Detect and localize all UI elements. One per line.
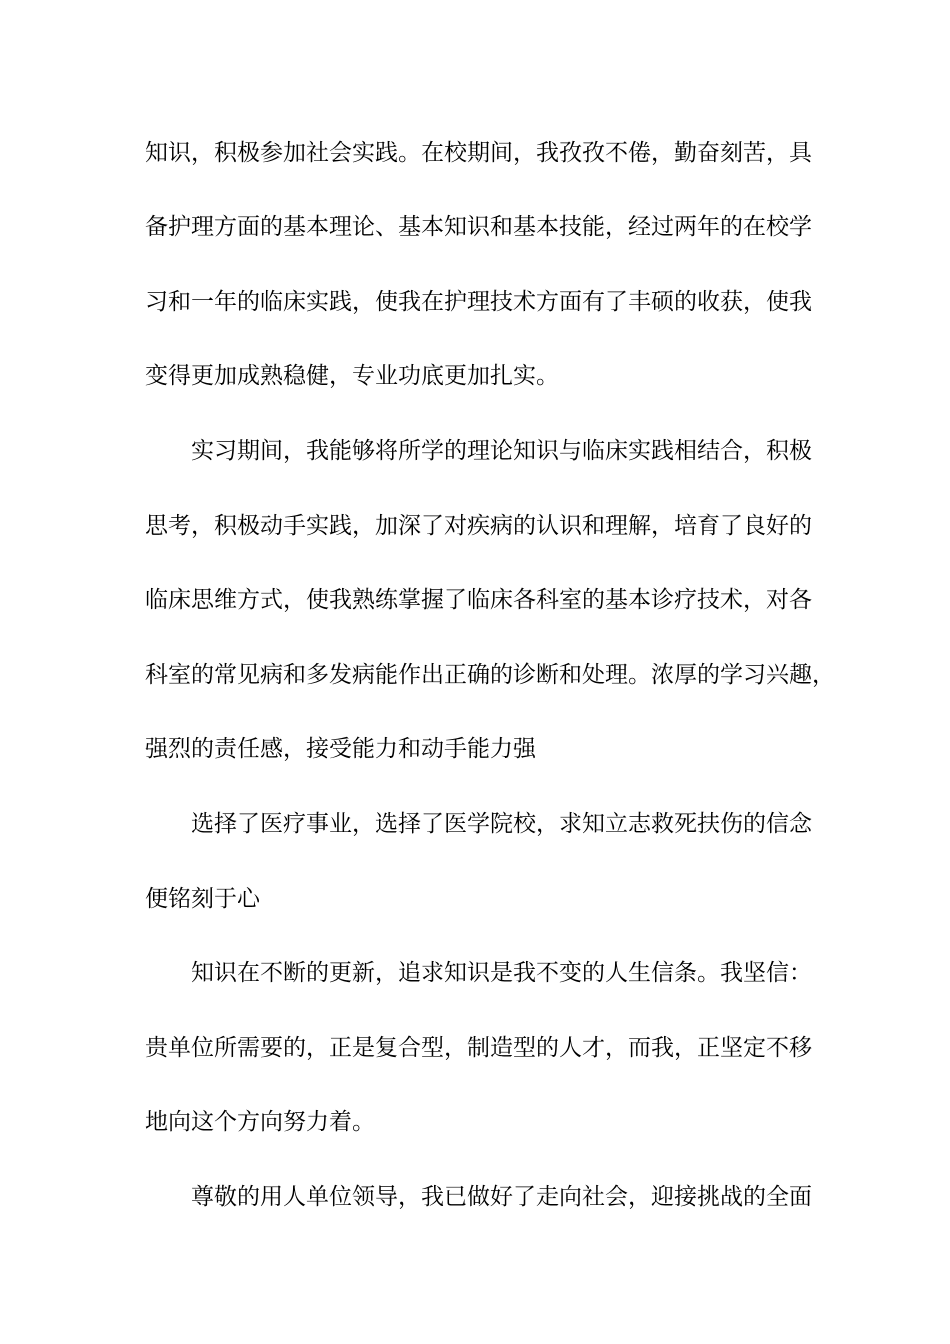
text-line: 习和一年的临床实践，使我在护理技术方面有了丰硕的收获，使我 (145, 289, 812, 315)
text-line: 便铭刻于心 (145, 886, 260, 912)
text-line: 贵单位所需要的，正是复合型，制造型的人才，而我，正坚定不移 (145, 1035, 812, 1061)
paragraph-first-line: 尊敬的用人单位领导，我已做好了走向社会，迎接挑战的全面 (191, 1184, 812, 1210)
paragraph-first-line: 实习期间，我能够将所学的理论知识与临床实践相结合，积极 (191, 438, 812, 464)
paragraph-first-line: 选择了医疗事业，选择了医学院校，求知立志救死扶伤的信念 (191, 811, 812, 837)
text-line: 强烈的责任感，接受能力和动手能力强 (145, 736, 536, 762)
text-line: 变得更加成熟稳健，专业功底更加扎实。 (145, 363, 559, 389)
paragraph-first-line: 知识在不断的更新，追求知识是我不变的人生信条。我坚信： (191, 960, 812, 986)
text-line: 知识，积极参加社会实践。在校期间，我孜孜不倦，勤奋刻苦，具 (145, 140, 812, 166)
text-line: 科室的常见病和多发病能作出正确的诊断和处理。浓厚的学习兴趣， (145, 662, 835, 688)
text-line: 地向这个方向努力着。 (145, 1109, 375, 1135)
text-line: 临床思维方式，使我熟练掌握了临床各科室的基本诊疗技术，对各 (145, 587, 812, 613)
text-line: 思考，积极动手实践，加深了对疾病的认识和理解，培育了良好的 (145, 513, 812, 539)
text-line: 备护理方面的基本理论、基本知识和基本技能，经过两年的在校学 (145, 214, 812, 240)
